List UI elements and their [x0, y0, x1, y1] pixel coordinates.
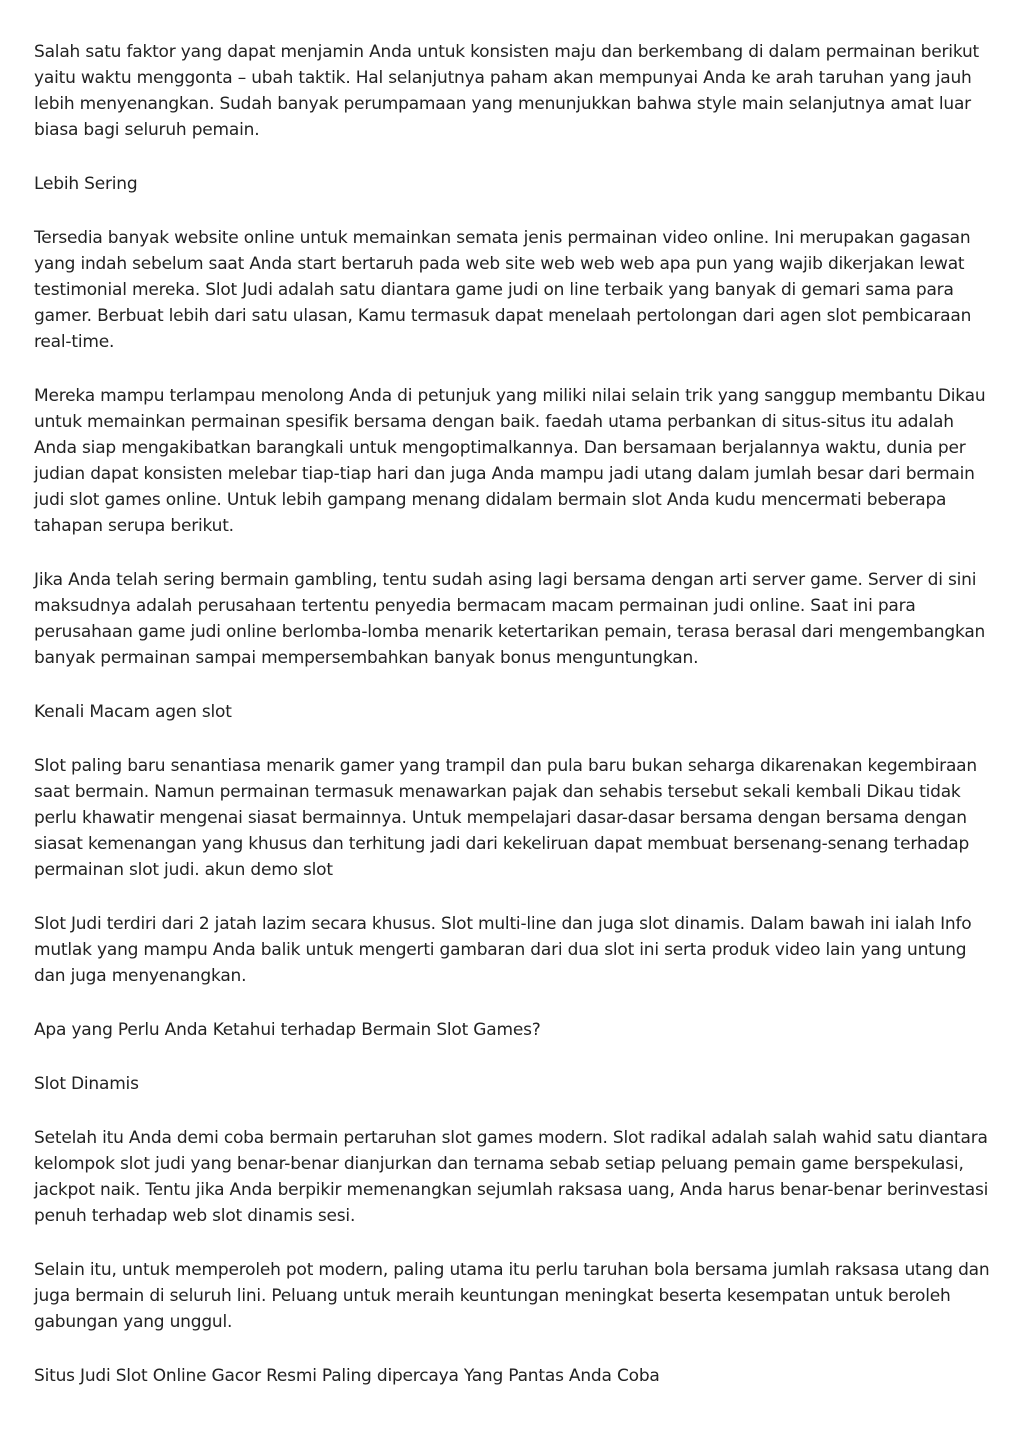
heading-lebih-sering: Lebih Sering: [34, 174, 138, 194]
heading-kenali-macam: Kenali Macam agen slot: [34, 702, 232, 722]
paragraph-server-game: Jika Anda telah sering bermain gambling, tentu sudah asing lagi bersama dengan arti server game. Server di sini maksudnya adalah perusahaan tertentu penyedia bermacam macam permainan judi online. Saat ini para perusahaan game judi online berlomba-lomba menarik ketertarikan pemain, terasa berasal dari mengembangkan banyak permainan sampai mempersembahkan banyak bonus menguntungkan.: [34, 570, 986, 668]
paragraph-pot-modern: Selain itu, untuk memperoleh pot modern, paling utama itu perlu taruhan bola bersama jumlah raksasa utang dan juga bermain di seluruh lini. Peluang untuk meraih keuntungan meningkat beserta kesempatan untuk beroleh gabungan yang unggul.: [34, 1260, 990, 1332]
paragraph-intro: Salah satu faktor yang dapat menjamin Anda untuk konsisten maju dan berkembang di dalam permainan berikut yaitu waktu menggonta – ubah taktik. Hal selanjutnya paham akan mempunyai Anda ke arah taruhan yang jauh lebih menyenangkan. Sudah banyak perumpamaan yang menunjukkan bahwa style main selanjutnya amat luar biasa bagi seluruh pemain.: [34, 42, 979, 140]
paragraph-websites: Tersedia banyak website online untuk memainkan semata jenis permainan video online. Ini merupakan gagasan yang indah sebelum saat Anda start bertaruh pada web site web web web apa pun yang wajib dikerjakan lewat testimonial mereka. Slot Judi adalah satu diantara game judi on line terbaik yang banyak di gemari sama para gamer. Berbuat lebih dari satu ulasan, Kamu termasuk dapat menelaah pertolongan dari agen slot pembicaraan real-time.: [34, 228, 972, 352]
heading-slot-dinamis: Slot Dinamis: [34, 1074, 139, 1094]
paragraph-slot-baru: Slot paling baru senantiasa menarik gamer yang trampil dan pula baru bukan seharga dikarenakan kegembiraan saat bermain. Namun permainan termasuk menawarkan pajak dan sehabis tersebut sekali kembali Dikau tidak perlu khawatir mengenai siasat bermainnya. Untuk mempelajari dasar-dasar bersama dengan bersama dengan siasat kemenangan yang khusus dan terhitung jadi dari kekeliruan dapat membuat bersenang-senang terhadap permainan slot judi. akun demo slot: [34, 756, 977, 880]
paragraph-slot-modern: Setelah itu Anda demi coba bermain pertaruhan slot games modern. Slot radikal adalah salah wahid satu diantara kelompok slot judi yang benar-benar dianjurkan dan ternama sebab setiap peluang pemain game berspekulasi, jackpot naik. Tentu jika Anda berpikir memenangkan sejumlah raksasa uang, Anda harus benar-benar berinvestasi penuh terhadap web slot dinamis sesi.: [34, 1128, 989, 1226]
heading-apa-yang-perlu: Apa yang Perlu Anda Ketahui terhadap Bermain Slot Games?: [34, 1020, 541, 1040]
paragraph-petunjuk: Mereka mampu terlampau menolong Anda di petunjuk yang miliki nilai selain trik yang sanggup membantu Dikau untuk memainkan permainan spesifik bersama dengan baik. faedah utama perbankan di situs-situs itu adalah Anda siap mengakibatkan barangkali untuk mengoptimalkannya. Dan bersamaan berjalannya waktu, dunia per judian dapat konsisten melebar tiap-tiap hari dan juga Anda mampu jadi utang dalam jumlah besar dari bermain judi slot games online. Untuk lebih gampang menang didalam bermain slot Anda kudu mencermati beberapa tahapan serupa berikut.: [34, 386, 986, 536]
document-body: [34, 39, 992, 1417]
heading-situs-judi: Situs Judi Slot Online Gacor Resmi Paling dipercaya Yang Pantas Anda Coba: [34, 1366, 660, 1386]
paragraph-slot-judi-jatah: Slot Judi terdiri dari 2 jatah lazim secara khusus. Slot multi-line dan juga slot dinamis. Dalam bawah ini ialah Info mutlak yang mampu Anda balik untuk mengerti gambaran dari dua slot ini serta produk video lain yang untung dan juga menyenangkan.: [34, 914, 972, 986]
